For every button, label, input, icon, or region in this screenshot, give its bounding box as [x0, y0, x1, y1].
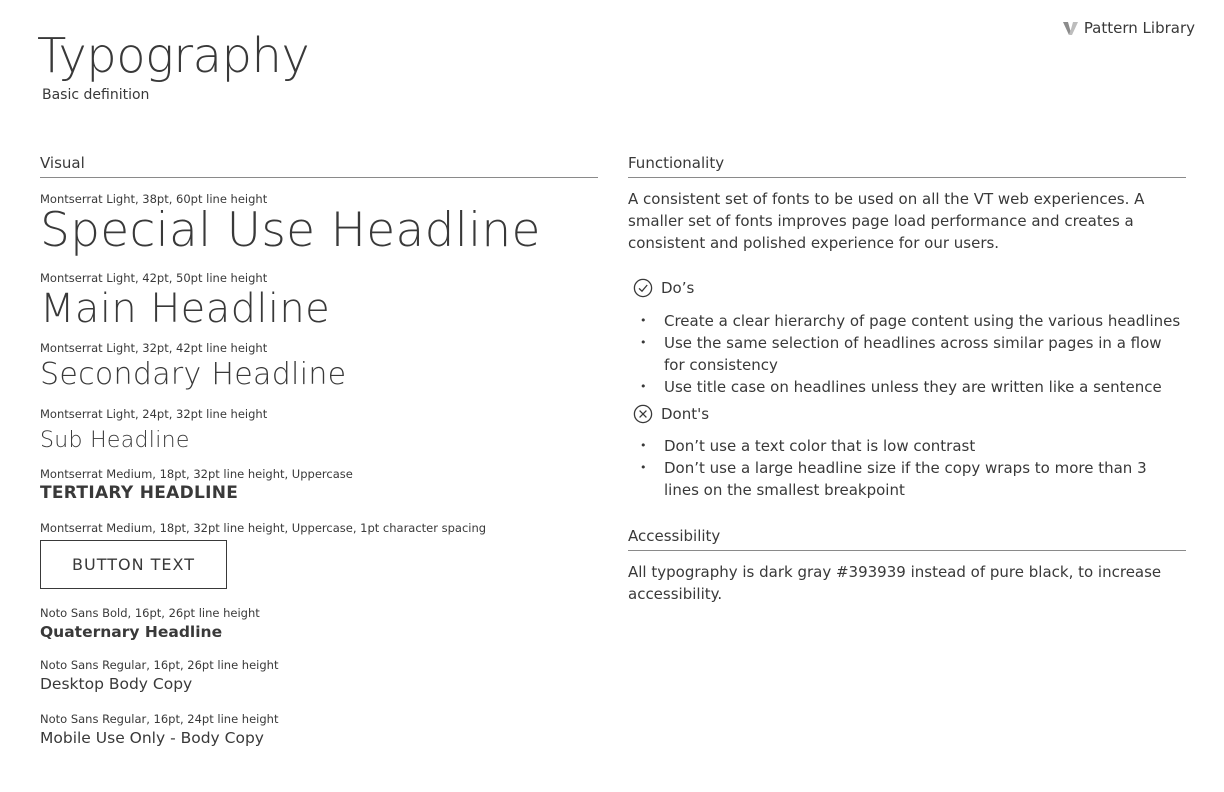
vt-logo-icon: [1063, 22, 1078, 35]
style-spec: Montserrat Medium, 18pt, 32pt line height, Uppercase: [40, 467, 353, 481]
style-spec: Montserrat Light, 38pt, 60pt line height: [40, 192, 268, 206]
x-circle-icon: [633, 404, 653, 424]
main-headline-sample: Main Headline: [40, 286, 331, 332]
list-item: • Use title case on headlines unless they are written like a sentence: [628, 376, 1186, 398]
dos-list: [628, 310, 1186, 398]
donts-heading: [633, 404, 709, 424]
donts-list: [628, 435, 1186, 501]
sub-headline-sample: Sub Headline: [40, 428, 190, 453]
accessibility-heading: Accessibility: [628, 527, 1186, 551]
style-spec: Noto Sans Bold, 16pt, 26pt line height: [40, 606, 260, 620]
special-use-headline-sample: Special Use Headline: [40, 203, 541, 258]
donts-label: Dont's: [661, 405, 710, 423]
style-spec: Montserrat Light, 42pt, 50pt line height: [40, 271, 268, 285]
style-spec: Montserrat Light, 32pt, 42pt line height: [40, 341, 268, 355]
secondary-headline-sample: Secondary Headline: [40, 357, 347, 392]
dos-label: Do’s: [661, 279, 695, 297]
list-item: • Use the same selection of headlines across similar pages in a flow for consistency: [628, 332, 1186, 376]
list-item: • Don’t use a large headline size if the copy wraps to more than 3 lines on the smallest breakpoint: [628, 457, 1186, 501]
page-subtitle: Basic definition: [42, 87, 150, 103]
list-item: • Create a clear hierarchy of page content using the various headlines: [628, 310, 1186, 332]
page-title: Typography: [37, 28, 310, 84]
brand-link[interactable]: [1063, 19, 1195, 37]
functionality-heading: Functionality: [628, 154, 1186, 178]
style-spec: Montserrat Light, 24pt, 32pt line height: [40, 407, 268, 421]
desktop-body-copy-sample: Desktop Body Copy: [40, 675, 193, 693]
check-circle-icon: [633, 278, 653, 298]
list-item: • Don’t use a text color that is low contrast: [628, 435, 1186, 457]
style-spec: Montserrat Medium, 18pt, 32pt line height, Uppercase, 1pt character spacing: [40, 521, 487, 535]
brand-label: Pattern Library: [1083, 19, 1195, 37]
quaternary-headline-sample: Quaternary Headline: [40, 623, 223, 641]
accessibility-text: All typography is dark gray #393939 instead of pure black, to increase accessibility.: [628, 563, 1162, 603]
button-text-sample[interactable]: BUTTON TEXT: [40, 540, 227, 589]
functionality-description: A consistent set of fonts to be used on all the VT web experiences. A smaller set of fonts improves page load performance and creates a consistent and polished experience for our users.: [628, 190, 1145, 252]
dos-heading: [633, 278, 694, 298]
visual-heading: Visual: [40, 154, 598, 178]
mobile-body-copy-sample: Mobile Use Only - Body Copy: [40, 729, 264, 747]
style-spec: Noto Sans Regular, 16pt, 24pt line height: [40, 712, 279, 726]
style-spec: Noto Sans Regular, 16pt, 26pt line height: [40, 658, 279, 672]
tertiary-headline-sample: TERTIARY HEADLINE: [40, 483, 239, 503]
